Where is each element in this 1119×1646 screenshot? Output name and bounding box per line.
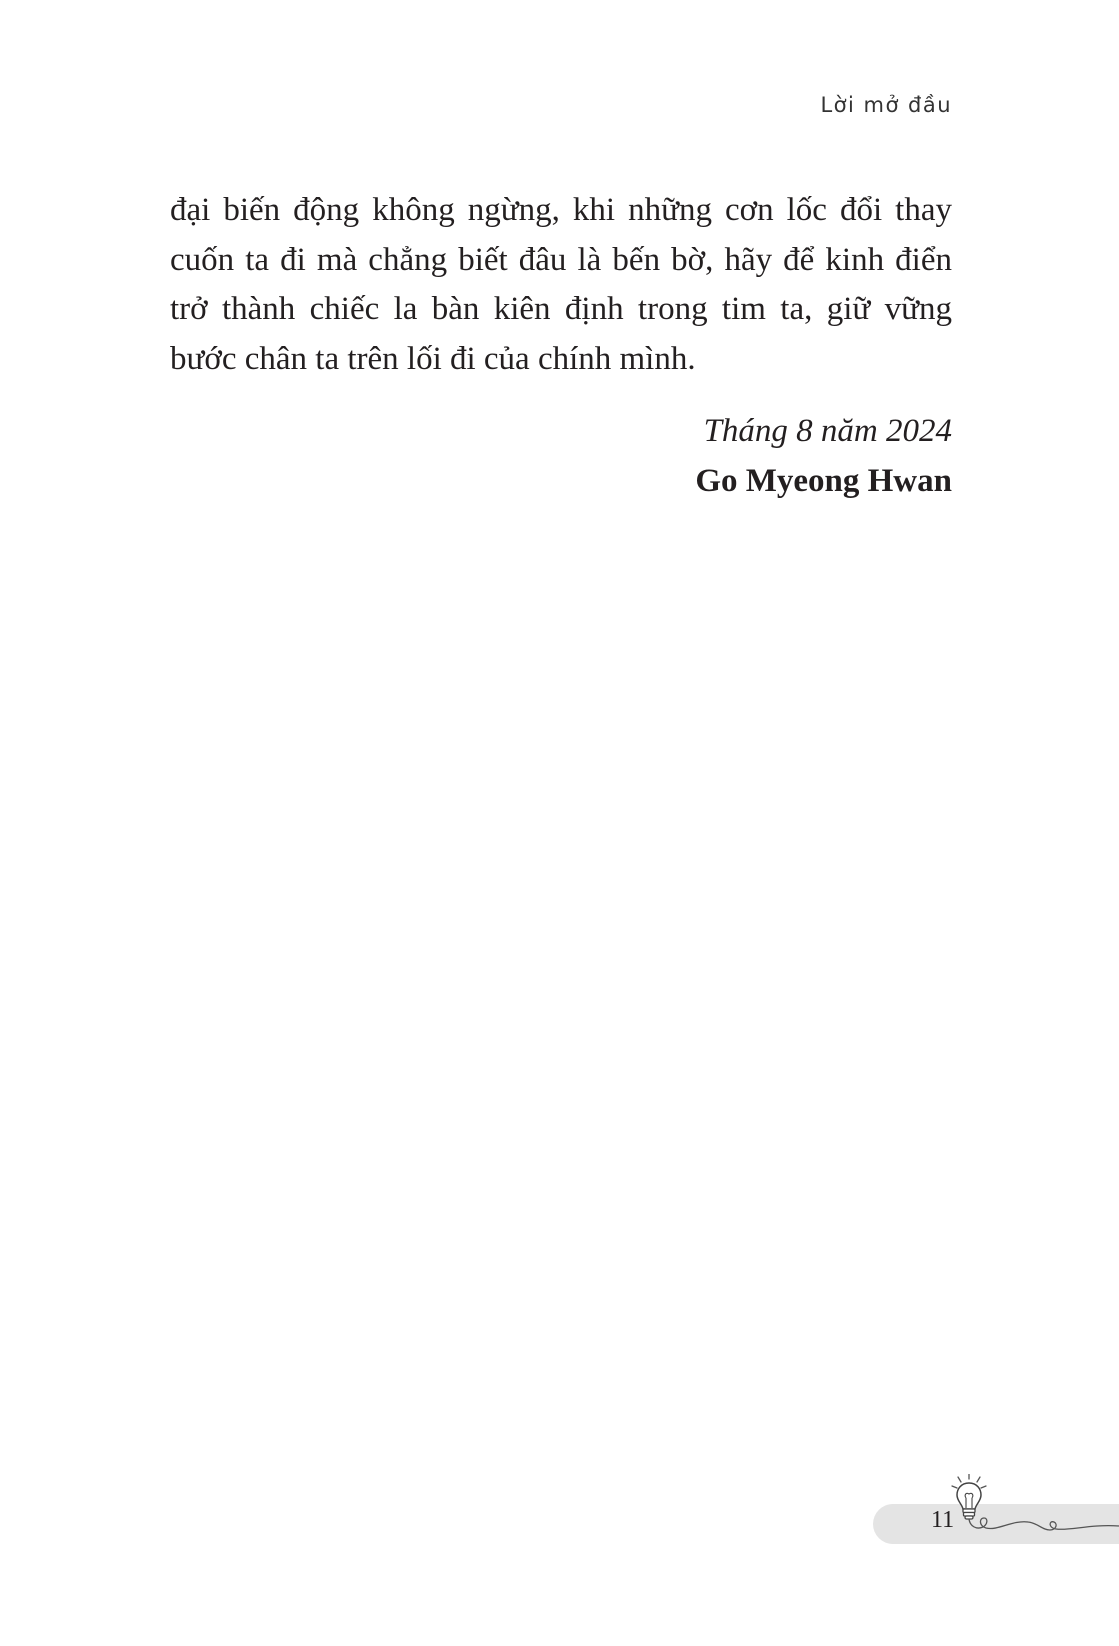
- body-paragraph: [170, 186, 952, 384]
- paragraph-line: đại biến động không ngừng, khi những cơn lốc đổi thay: [170, 192, 952, 228]
- signature-author: Go Myeong Hwan: [695, 463, 952, 499]
- paragraph-line: trở thành chiếc la bàn kiên định trong tim ta, giữ vững: [170, 291, 952, 327]
- signature-block: [695, 406, 952, 506]
- paragraph-line: bước chân ta trên lối đi của chính mình.: [170, 340, 696, 377]
- paragraph-line: cuốn ta đi mà chẳng biết đâu là bến bờ, hãy để kinh điển: [170, 241, 952, 278]
- running-header: Lời mở đầu: [820, 93, 952, 117]
- lightbulb-icon: [950, 1474, 1119, 1540]
- page-number: 11: [931, 1507, 955, 1533]
- signature-date: Tháng 8 năm 2024: [703, 413, 952, 449]
